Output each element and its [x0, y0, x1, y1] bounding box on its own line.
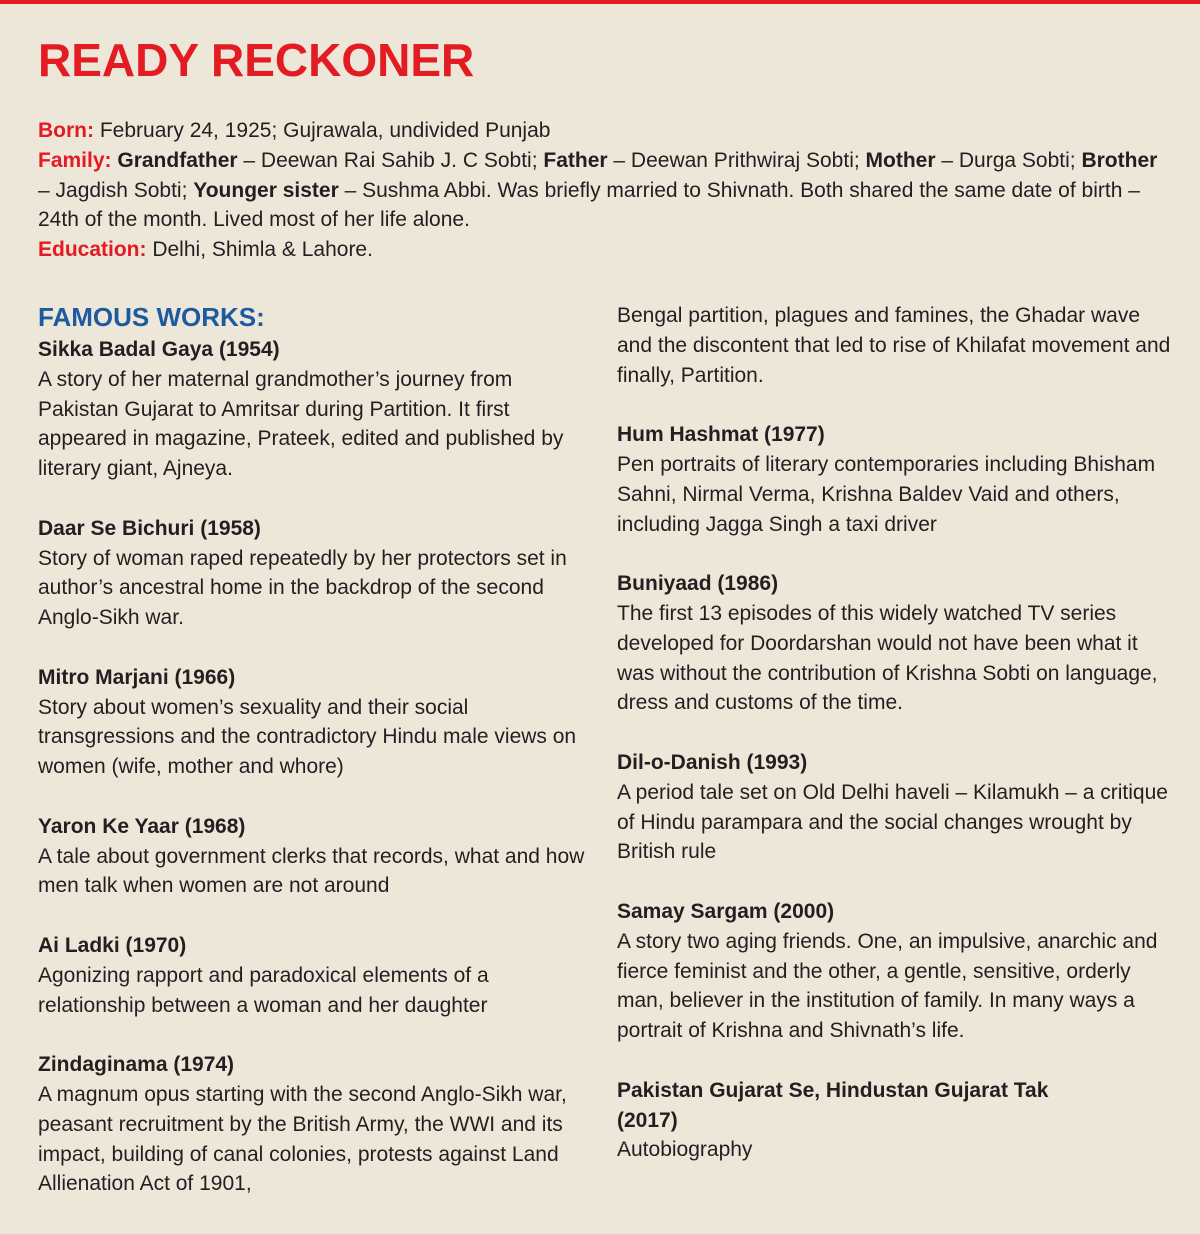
- work-description: A story of her maternal grandmother’s journey from Pakistan Gujarat to Amritsar during Partition. It first appeared in magazine, Prateek, edited and published by literary giant, Ajneya.: [38, 367, 564, 481]
- sister-text: – Sushma Abbi. Was briefly married to Shivnath. Both shared the same date of birth – 24th of the month. Lived most of her life alone.: [38, 178, 1140, 232]
- work-description: The first 13 episodes of this widely watched TV series developed for Doordarshan would not have been what it was without the contribution of Krishna Sobti on language, dress and customs of the time.: [617, 601, 1158, 715]
- work-item: [617, 748, 1177, 867]
- work-description: A period tale set on Old Delhi haveli – Kilamukh – a critique of Hindu parampara and the social changes wrought by British rule: [617, 780, 1168, 864]
- father-label: Father: [543, 148, 608, 172]
- work-item: [38, 335, 588, 484]
- work-item: [617, 897, 1177, 1046]
- education-label: Education:: [38, 238, 147, 262]
- work-description: Pen portraits of literary contemporaries including Bhisham Sahni, Nirmal Verma, Krishna Baldev Vaid and others, including Jagga Singh a taxi driver: [617, 452, 1156, 536]
- work-description: Story about women’s sexuality and their social transgressions and the contradictory Hindu male views on women (wife, mother and whore): [38, 695, 577, 779]
- brother-label: Brother: [1081, 148, 1158, 172]
- work-description: Story of woman raped repeatedly by her protectors set in author’s ancestral home in the backdrop of the second Anglo-Sikh war.: [38, 546, 567, 630]
- born-label: Born:: [38, 119, 94, 142]
- work-title: Sikka Badal Gaya (1954): [38, 338, 280, 361]
- work-description: A tale about government clerks that records, what and how men talk when women are not around: [38, 844, 585, 898]
- work-description: A magnum opus starting with the second Anglo-Sikh war, peasant recruitment by the British Army, the WWI and its impact, building of canal colonies, protests against Land Allienation Act of 1901,: [38, 1082, 567, 1196]
- page-title: READY RECKONER: [38, 34, 475, 86]
- work-title: Mitro Marjani (1966): [38, 665, 236, 689]
- family-line: [38, 146, 1163, 235]
- sister-label: Younger sister: [193, 178, 339, 202]
- works-heading: FAMOUS WORKS:: [38, 302, 265, 332]
- work-item: [38, 514, 588, 633]
- mother-label: Mother: [865, 148, 936, 172]
- work-title: Daar Se Bichuri (1958): [38, 516, 261, 540]
- grandfather-label: Grandfather: [117, 148, 238, 172]
- work-title: Yaron Ke Yaar (1968): [38, 814, 246, 838]
- grandfather-text: – Deewan Rai Sahib J. C Sobti;: [237, 148, 544, 172]
- work-description: Autobiography: [617, 1138, 753, 1162]
- work-title: Dil-o-Danish (1993): [617, 750, 808, 774]
- education-text: Delhi, Shimla & Lahore.: [146, 238, 373, 262]
- work-title: Buniyaad (1986): [617, 572, 779, 596]
- work-title: Samay Sargam (2000): [617, 899, 835, 923]
- work-item: [38, 663, 588, 782]
- top-rule: [0, 0, 1200, 4]
- work-title: Ai Ladki (1970): [38, 933, 187, 957]
- work-item: [617, 569, 1177, 718]
- work-item: [38, 1050, 588, 1199]
- mother-text: – Durga Sobti;: [935, 148, 1082, 172]
- born-text: February 24, 1925; Gujrawala, undivided Punjab: [94, 119, 551, 142]
- work-item: [617, 420, 1177, 539]
- work-item: [617, 1076, 1177, 1165]
- born-line: [38, 116, 1163, 146]
- work-title: Hum Hashmat (1977): [617, 423, 825, 447]
- work-description: A story two aging friends. One, an impulsive, anarchic and fierce feminist and the other, a gentle, sensitive, orderly man, believer in the institution of family. In many ways a portrait of Krishna and Shivnath’s life.: [617, 929, 1158, 1043]
- works-right-column: [617, 301, 1177, 1195]
- work-title: Zindaginama (1974): [38, 1053, 235, 1077]
- bio-section: [38, 116, 1163, 265]
- work-item: [38, 812, 588, 901]
- works-left-column: [38, 301, 588, 1229]
- work-title: Pakistan Gujarat Se, Hindustan Gujarat Tak (2017): [617, 1078, 1049, 1132]
- work-item-continued: [617, 301, 1177, 390]
- work-description-continued: Bengal partition, plagues and famines, the Ghadar wave and the discontent that led to rise of Khilafat movement and finally, Partition.: [617, 304, 1171, 387]
- work-item: [38, 931, 588, 1020]
- family-label: Family:: [38, 148, 112, 172]
- father-text: – Deewan Prithwiraj Sobti;: [607, 148, 866, 172]
- education-line: [38, 235, 1163, 265]
- brother-text: – Jagdish Sobti;: [38, 178, 194, 202]
- work-description: Agonizing rapport and paradoxical elements of a relationship between a woman and her daughter: [38, 963, 489, 1017]
